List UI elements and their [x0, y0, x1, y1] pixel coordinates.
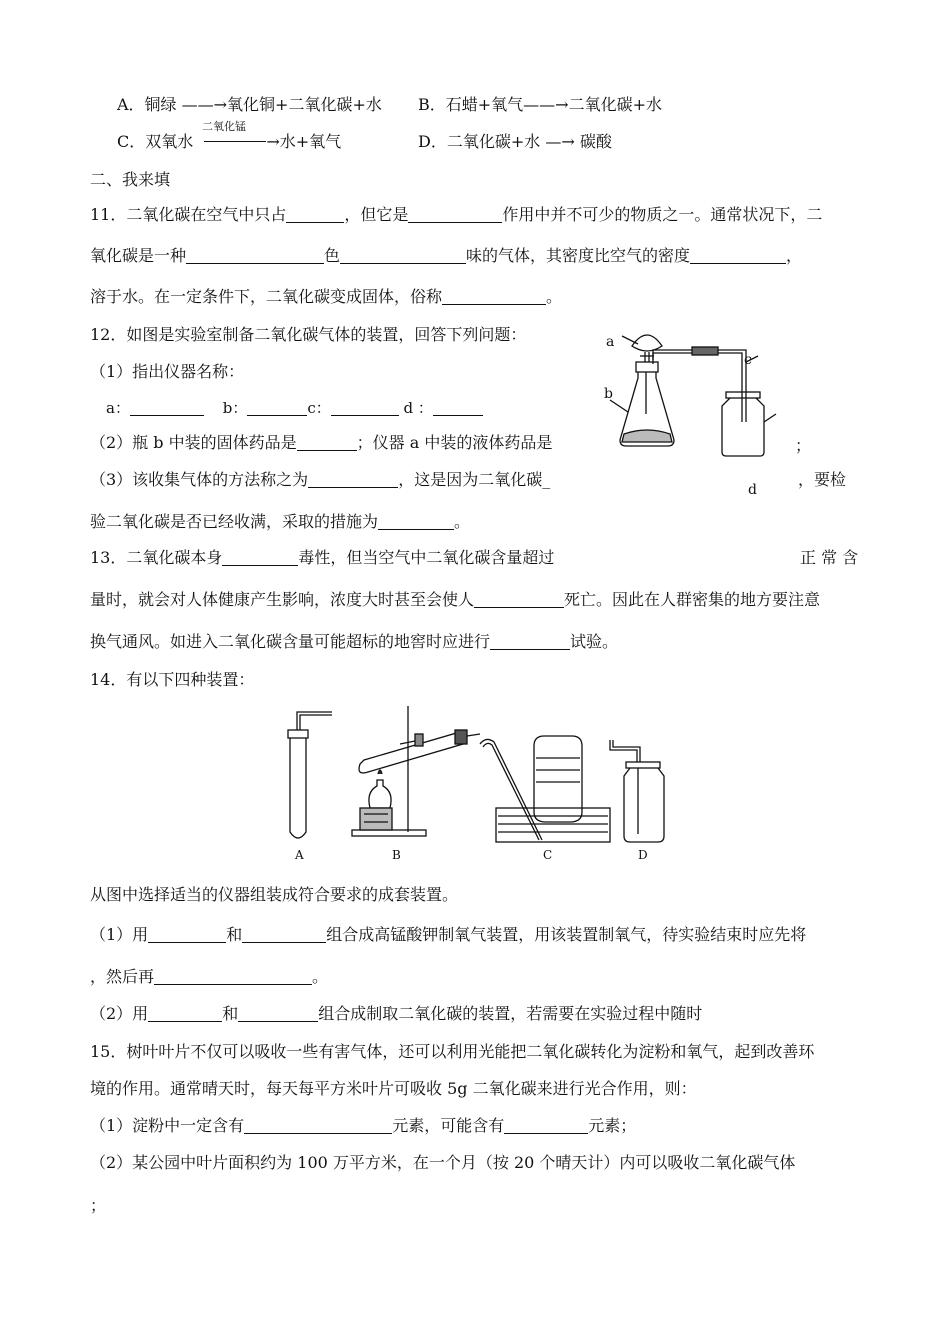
q12-text: ；仪器 a 中装的液体药品是: [356, 433, 553, 452]
q12-line4: [90, 433, 552, 453]
catalyst-label: 二氧化锰: [202, 120, 246, 133]
q14-text: （2）用: [90, 1004, 149, 1023]
fig-label-d: d: [748, 482, 757, 498]
q14-text: 。: [312, 967, 329, 986]
q15-text: （1）淀粉中一定含有: [90, 1116, 245, 1135]
answer-blank[interactable]: [130, 399, 204, 416]
q13-text: 毒性，但当空气中二氧化碳含量超过: [298, 548, 555, 567]
answer-blank[interactable]: [244, 1117, 392, 1134]
answer-blank[interactable]: [186, 247, 324, 264]
q14-text: 组合成高锰酸钾制氧气装置，用该装置制氧气，待实验结束时应先将: [326, 925, 807, 944]
apparatus-label-a: A: [295, 848, 304, 862]
q11-text: 氧化碳是一种: [90, 246, 187, 265]
reaction-arrow-line: [204, 141, 266, 142]
q11-line2: [90, 246, 802, 266]
q14-line5: [90, 1004, 702, 1024]
q12-text: d ：: [403, 399, 433, 417]
apparatus-label-c: C: [543, 848, 553, 862]
q13-line3: [90, 632, 618, 652]
fig-label-b: b: [604, 386, 613, 402]
answer-blank[interactable]: [222, 549, 298, 566]
q12-text: （3）该收集气体的方法称之为: [90, 470, 309, 489]
answer-blank[interactable]: [148, 1005, 222, 1022]
q12-text: 。: [454, 512, 471, 531]
q11-line3: [90, 287, 562, 307]
answer-blank[interactable]: [378, 513, 454, 530]
q14-text: 和: [226, 925, 243, 944]
answer-blank[interactable]: [331, 399, 399, 416]
fig-label-a: a: [606, 334, 615, 350]
q14-line3: [90, 925, 806, 945]
answer-blank[interactable]: [408, 206, 502, 223]
answer-blank[interactable]: [148, 926, 226, 943]
apparatus-b: [352, 706, 480, 836]
q12-line3: [106, 398, 483, 418]
answer-blank[interactable]: [340, 247, 466, 264]
q14-text: ，然后再: [90, 967, 155, 986]
q14-line4: [90, 967, 328, 987]
q13-text: 换气通风。如进入二氧化碳含量可能超标的地窖时应进行: [90, 632, 491, 651]
q13-line1-end: 正 常 含: [800, 548, 859, 567]
q13-line2: [90, 590, 820, 610]
answer-blank[interactable]: [286, 206, 344, 223]
q12-text: （2）瓶 b 中装的固体药品是: [90, 433, 297, 452]
q12-line5: [90, 470, 550, 490]
q15-text: 元素，可能含有: [392, 1116, 505, 1135]
q14-text: 和: [222, 1004, 239, 1023]
q11-text: ，但它是: [344, 205, 409, 224]
apparatus-label-b: B: [392, 848, 401, 862]
answer-blank[interactable]: [297, 434, 357, 451]
q12-text: 验二氧化碳是否已经收满，采取的措施为: [90, 512, 379, 531]
q13-text: 13．二氧化碳本身: [90, 548, 223, 567]
four-apparatus-diagram: [280, 704, 680, 844]
option-a: A．铜绿 ——→氧化铜+二氧化碳+水: [117, 95, 382, 114]
q15-line1: 15．树叶叶片不仅可以吸收一些有害气体，还可以利用光能把二氧化碳转化为淀粉和氧气，起到改善环: [90, 1042, 815, 1061]
q11-text: ，: [786, 246, 803, 265]
co2-apparatus-diagram: [600, 322, 790, 462]
answer-blank[interactable]: [442, 288, 546, 305]
q12-line6: [90, 512, 470, 532]
section-title: 二、我来填: [90, 170, 171, 189]
answer-blank[interactable]: [690, 247, 786, 264]
q11-line1: [90, 205, 822, 225]
apparatus-a: [288, 712, 332, 838]
q12-text: a：: [106, 399, 130, 417]
q15-text: 元素；: [588, 1116, 637, 1135]
q15-line3: [90, 1116, 636, 1136]
q11-text: 味的气体，其密度比空气的密度: [466, 246, 691, 265]
q12-line2: （1）指出仪器名称：: [90, 362, 245, 381]
answer-blank[interactable]: [242, 926, 326, 943]
answer-blank[interactable]: [154, 968, 312, 985]
answer-blank[interactable]: [504, 1117, 588, 1134]
q15-line2: 境的作用。通常晴天时，每天每平方米叶片可吸收 5g 二氧化碳来进行光合作用，则：: [90, 1079, 697, 1098]
q15-line4: （2）某公园中叶片面积约为 100 万平方米，在一个月（按 20 个晴天计）内可以吸收二氧化碳气体: [90, 1153, 796, 1172]
q15-line5: ；: [90, 1196, 107, 1215]
q14-text: 组合成制取二氧化碳的装置，若需要在实验过程中随时: [318, 1004, 703, 1023]
q14-line2: 从图中选择适当的仪器组装成符合要求的成套装置。: [90, 885, 459, 904]
apparatus-d: [610, 740, 664, 842]
answer-blank[interactable]: [490, 633, 570, 650]
q11-text: 溶于水。在一定条件下，二氧化碳变成固体，俗称: [90, 287, 443, 306]
q12-line1: 12．如图是实验室制备二氧化碳气体的装置，回答下列问题：: [90, 325, 527, 344]
q12-line4-end: ；: [795, 436, 812, 455]
option-b: B．石蜡+氧气——→二氧化碳+水: [418, 95, 662, 114]
q13-text: 试验。: [570, 632, 619, 651]
answer-blank[interactable]: [247, 399, 307, 416]
option-d: D．二氧化碳+水 —→ 碳酸: [418, 132, 612, 151]
apparatus-c: [480, 736, 610, 842]
q11-text: 11．二氧化碳在空气中只占: [90, 205, 287, 224]
q12-line5-end: ，要检: [798, 470, 847, 489]
q12-text: b：: [222, 399, 248, 417]
q11-text: 。: [546, 287, 563, 306]
q13-text: 量时，就会对人体健康产生影响，浓度大时甚至会使人: [90, 590, 475, 609]
q11-text: 作用中并不可少的物质之一。通常状况下，二: [502, 205, 823, 224]
option-c: [117, 132, 341, 152]
q12-text: ，这是因为二氧化碳_: [398, 470, 551, 489]
option-c-reactant: C．双氧水: [117, 132, 194, 151]
option-c-product: →水+氧气: [266, 132, 342, 151]
q11-text: 色: [324, 246, 341, 265]
answer-blank[interactable]: [238, 1005, 318, 1022]
answer-blank[interactable]: [433, 399, 483, 416]
q13-text: 死亡。因此在人群密集的地方要注意: [564, 590, 821, 609]
fig-label-c: c: [744, 352, 752, 368]
q14-text: （1）用: [90, 925, 149, 944]
answer-blank[interactable]: [474, 591, 564, 608]
answer-blank[interactable]: [308, 471, 398, 488]
apparatus-label-d: D: [638, 848, 648, 862]
q14-line1: 14．有以下四种装置：: [90, 670, 255, 689]
q13-line1: [90, 548, 554, 568]
q12-text: c：: [307, 399, 331, 417]
